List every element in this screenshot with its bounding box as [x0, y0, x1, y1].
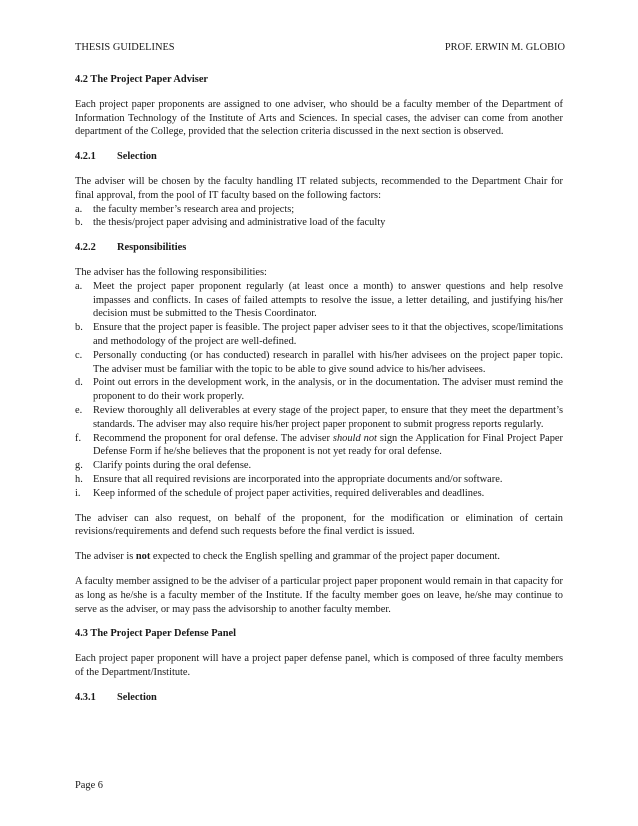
list-item-text: Point out errors in the development work, in the analysis, or in the documentation. The adviser must remind the proponent to do their work properly.: [93, 377, 563, 403]
list-item-text: Ensure that the project paper is feasible. The project paper adviser sees to it that the objectives, scope/limitations and methodology of the project are well-defined.: [93, 322, 563, 347]
adviser-spelling-paragraph: [75, 550, 563, 564]
header-left-title: THESIS GUIDELINES: [75, 42, 175, 53]
section-title: Responsibilities: [117, 242, 187, 254]
section-4-3-1-heading: [75, 691, 563, 705]
section-4-3-paragraph: Each project paper proponent will have a project paper defense panel, which is composed of three faculty members of the Department/Institute.: [75, 653, 563, 678]
list-item-text: Keep informed of the schedule of project paper activities, required deliverables and deadlines.: [93, 487, 485, 499]
list-item: [75, 321, 563, 349]
section-4-2-paragraph: Each project paper proponents are assigned to one adviser, who should be a faculty member of the Department of Information Technology of the Institute of Arts and Sciences. In special cases, the adviser can come from another department of the College, provided that the selection criteria discussed in the next section is observed.: [75, 98, 563, 138]
list-marker: g.: [75, 460, 83, 472]
list-item: [75, 376, 563, 404]
section-title: Selection: [117, 151, 157, 163]
adviser-request-paragraph: The adviser can also request, on behalf of the proponent, for the modification or elimination of certain revisions/requirements and defend such requests before the final verdict is issued.: [75, 512, 563, 538]
list-item: [75, 487, 563, 501]
list-marker: a.: [75, 203, 83, 215]
selection-factors-list: [75, 203, 563, 231]
list-item: [75, 473, 563, 487]
list-item-text-after: sign the Application for Final Project Paper Defense Form if he/she believes that the proponent is not yet ready for oral defense.: [93, 432, 563, 458]
page-header: [75, 41, 565, 55]
list-item-text: Review thoroughly all deliverables at every stage of the project paper, to ensure that they meet the department’s standards. The adviser may also require his/her project paper proponent to submit progress reports regularly.: [93, 404, 563, 430]
list-item-text: Meet the project paper proponent regularly (at least once a month) to answer questions and help resolve impasses and conflicts. In cases of failed attempts to resolve the issue, a letter detailing, and justifying his/her decision must be submitted to the Thesis Coordinator.: [93, 280, 563, 320]
section-title: Selection: [117, 691, 157, 703]
paragraph-text-before: The adviser is: [75, 551, 136, 563]
header-right-author: PROF. ERWIN M. GLOBIO: [444, 42, 565, 53]
list-item: [75, 349, 563, 377]
list-marker: a.: [75, 280, 83, 292]
list-marker: f.: [75, 432, 82, 444]
list-item-text: the faculty member’s research area and projects;: [93, 203, 295, 215]
section-4-3-heading: 4.3 The Project Paper Defense Panel: [75, 628, 237, 640]
list-item-text: Ensure that all required revisions are incorporated into the appropriate documents and/or software.: [93, 473, 503, 485]
section-4-2-1-heading: [75, 150, 563, 164]
adviser-tenure-paragraph: A faculty member assigned to be the adviser of a particular project paper proponent would remain in that capacity for as long as he/she is a faculty member of the Institute. If the faculty member goes on leave, he/she may continue to serve as the adviser, or may pass the advisorship to another faculty member.: [75, 575, 563, 615]
list-marker: d.: [75, 377, 83, 389]
section-4-2-heading: 4.2 The Project Paper Adviser: [75, 74, 209, 85]
list-item: [75, 432, 563, 460]
bold-text: not: [135, 551, 151, 563]
list-item: [75, 216, 563, 230]
list-item: [75, 280, 563, 321]
list-item-text: Personally conducting (or has conducted) research in parallel with his/her advisees on the project paper topic. The adviser must be familiar with the topic to be able to give sound advice to his/her advisees.: [93, 349, 563, 375]
page-content: [75, 73, 563, 704]
list-marker: e.: [75, 404, 83, 416]
list-marker: h.: [75, 473, 83, 485]
list-marker: c.: [75, 349, 83, 361]
emphasis-text: should not: [332, 432, 377, 444]
list-marker: i.: [75, 487, 81, 499]
section-number: 4.2.2: [75, 242, 96, 254]
list-item: [75, 203, 563, 217]
paragraph-text-after: expected to check the English spelling and grammar of the project paper document.: [150, 551, 501, 563]
section-number: 4.2.1: [75, 151, 96, 163]
list-marker: b.: [75, 322, 83, 334]
list-marker: b.: [75, 217, 83, 229]
section-number: 4.3.1: [75, 691, 96, 703]
section-4-2-2-intro: The adviser has the following responsibilities:: [75, 266, 267, 278]
list-item-text-before: Recommend the proponent for oral defense. The adviser: [93, 432, 333, 444]
section-4-2-1-paragraph: The adviser will be chosen by the faculty handling IT related subjects, recommended to the Department Chair for final approval, from the pool of IT faculty based on the following factors:: [75, 175, 563, 201]
responsibilities-list: [75, 280, 563, 501]
list-item: [75, 404, 563, 432]
section-4-2-2-heading: [75, 241, 563, 255]
list-item-text: the thesis/project paper advising and administrative load of the faculty: [93, 217, 386, 229]
list-item-text: Clarify points during the oral defense.: [93, 460, 252, 472]
page-number: Page 6: [75, 780, 103, 791]
list-item: [75, 459, 563, 473]
